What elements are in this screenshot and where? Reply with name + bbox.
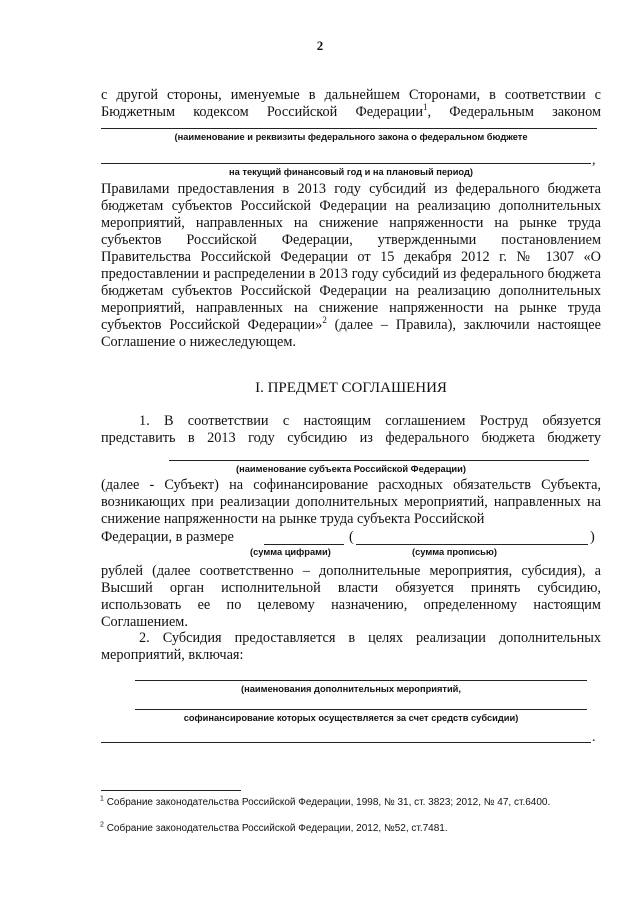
blank-line-cofinancing [135,709,587,710]
label-fiscal-year: на текущий финансовый год и на плановый период) [229,167,473,177]
label-subject-name: (наименование субъекта Российской Федерации) [236,464,466,474]
label-cofinancing: софинансирование которых осуществляется за счет средств субсидии) [183,713,519,723]
paren-close: ) [590,529,595,545]
blank-sum-words [356,544,588,545]
page-number: 2 [316,38,324,53]
footnote-1-text: Собрание законодательства Российской Федерации, 1998, № 31, ст. 3823; 2012, № 47, ст.6400. [106,797,551,808]
line-comma: , [592,153,596,168]
intro-text-tail: , Федеральным законом [427,104,601,120]
footnote-2 [100,823,620,834]
label-sum-words: (сумма прописью) [412,547,497,557]
blank-line-fiscal-year [101,163,591,164]
intro-line-1: с другой стороны, именуемые в дальнейшем Сторонами, в соответствии с [101,87,601,103]
end-period: . [592,730,596,745]
label-sum-digits: (сумма цифрами) [250,547,331,557]
section-heading: I. ПРЕДМЕТ СОГЛАШЕНИЯ [255,380,447,396]
rules-tail: (далее – Правила), заключили настоящее Соглашение о нижеследующем. [101,317,602,350]
intro-line-2 [101,104,601,121]
footnote-1-number: 1 [100,795,104,803]
blank-line-federal-law [101,128,597,129]
clause-1-continuation: (далее - Субъект) на софинансирование расходных обязательств Субъекта, возникающих при реализации дополнительных мероприятий, направленных на снижение напряженности на рынке труда субъекта Российской [101,477,601,527]
size-label: Федерации, в размере [101,529,234,545]
rules-text: Правилами предоставления в 2013 году субсидий из федерального бюджета бюджетам субъектов Российской Федерации на реализацию дополнительных мероприятий, направленных на снижение напряженности на рынке труда субъектов Российской Федерации, утвержденными постановлением Правительства Российской Федерации от 15 декабря 2012 г. № 1307 «О предоставлении и распределении в 2013 году субсидий из федерального бюджета бюджетам субъектов Российской Федерации на реализацию дополнительных мероприятий, направленных на снижение напряженности на рынке труда субъектов Российской Федерации» [101,181,601,333]
intro-text: Бюджетным кодексом Российской Федерации [101,104,423,120]
clause-1-text: 1. В соответствии с настоящим соглашением Роструд обязуется представить в 2013 году субсидию из федерального бюджета бюджету [101,413,601,446]
footnote-1 [100,797,620,808]
paren-open: ( [349,529,354,545]
label-measures-name: (наименования дополнительных мероприятий, [241,684,461,694]
footnote-ref-1: 1 [422,102,428,113]
clause-1-after: рублей (далее соответственно – дополнительные мероприятия, субсидия), а Высший орган исполнительной власти обязуется принять субсидию, использовать ее по целевому назначению, определенному настоящим Соглашением. [101,563,601,630]
blank-line-measures [135,680,587,681]
footnote-ref-2: 2 [322,315,327,326]
blank-line-final [101,742,591,743]
footnote-2-text: Собрание законодательства Российской Федерации, 2012, №52, ст.7481. [106,823,448,834]
label-federal-law-name: (наименование и реквизиты федерального закона о федеральном бюджете [174,132,528,142]
blank-line-subject [169,460,589,461]
clause-2-text: 2. Субсидия предоставляется в целях реализации дополнительных мероприятий, включая: [101,630,601,663]
footnote-separator [101,790,241,791]
footnote-2-number: 2 [100,821,104,829]
blank-sum-digits [264,544,344,545]
rules-paragraph [101,181,601,351]
